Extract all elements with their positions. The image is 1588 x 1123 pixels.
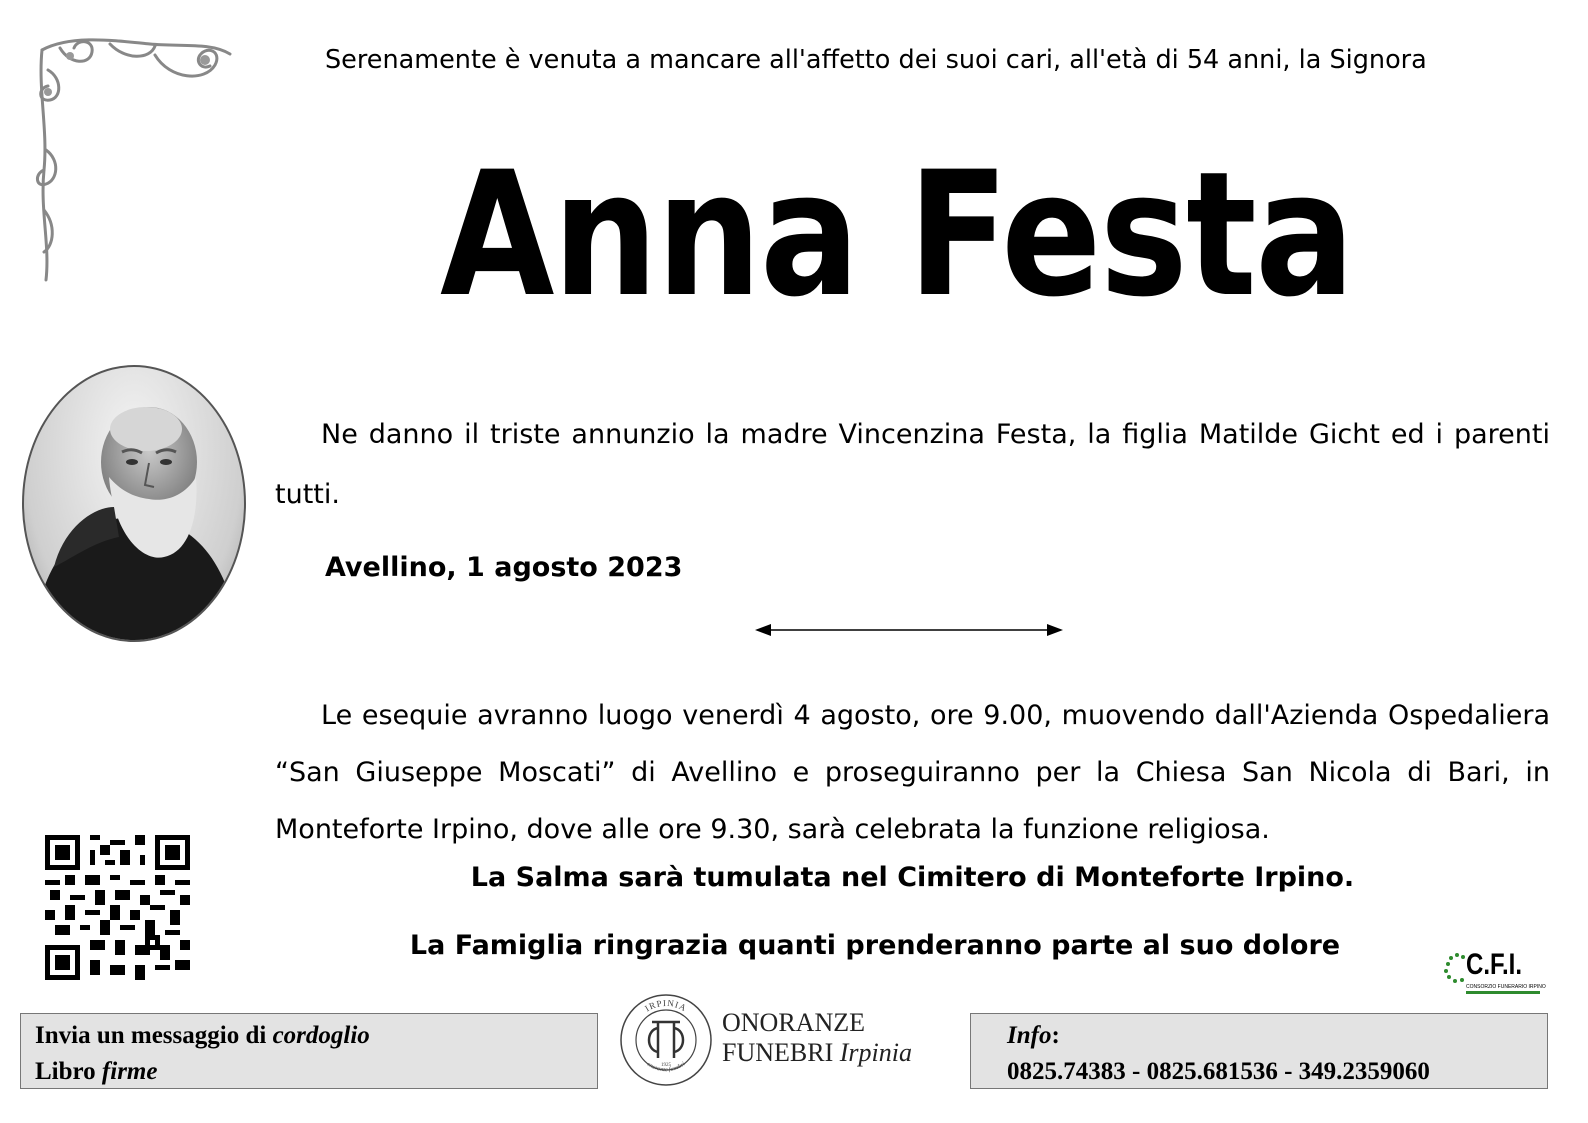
info-box <box>970 1013 1548 1089</box>
qr-code-icon[interactable] <box>45 835 190 980</box>
cfi-logo-subtitle: CONSORZIO FUNERARIO IRPINO <box>1466 984 1546 990</box>
seal-top-text: IRPINIA <box>643 997 689 1014</box>
seal-bottom-text: onoranze funebri <box>645 1061 687 1074</box>
condolence-box[interactable] <box>20 1013 598 1089</box>
funeral-details: Le esequie avranno luogo venerdì 4 agosto, ore 9.00, muovendo dall'Azienda Ospedaliera “San Giuseppe Moscati” di Avellino e proseguiranno per la Chiesa San Nicola di Bari, in Monteforte Irpino, dove alle ore 9.30, sarà celebrata la funzione religiosa. <box>275 700 1550 845</box>
cfi-logo <box>1442 948 1546 996</box>
double-arrow-icon <box>755 620 1063 640</box>
cfi-underline <box>1466 991 1540 994</box>
burial-notice: La Salma sarà tumulata nel Cimitero di Monteforte Irpino. <box>470 862 1355 893</box>
funeral-home-seal-icon <box>618 992 714 1088</box>
intro-text: Serenamente è venuta a mancare all'affetto dei suoi cari, all'età di 54 anni, la Signora <box>325 45 1427 75</box>
svg-text:IRPINIA <box>643 998 689 1014</box>
deceased-name: Anna Festa <box>440 134 1354 335</box>
family-thanks: La Famiglia ringrazia quanti prenderanno parte al suo dolore <box>409 930 1341 961</box>
info-label: Info: <box>1007 1022 1060 1049</box>
corner-flourish-icon <box>30 30 240 285</box>
condolence-message-link[interactable]: Invia un messaggio di cordoglio <box>35 1022 370 1049</box>
guestbook-link[interactable]: Libro firme <box>35 1058 158 1085</box>
info-phones[interactable]: 0825.74383 - 0825.681536 - 349.2359060 <box>1007 1058 1430 1085</box>
saint-portrait-image <box>22 365 246 642</box>
cfi-logo-text: C.F.I. <box>1466 948 1523 981</box>
seal-year: 1925 <box>661 1063 671 1068</box>
funeral-home-logo-text: ONORANZE FUNEBRI Irpinia <box>722 1008 912 1067</box>
place-date: Avellino, 1 agosto 2023 <box>325 552 683 583</box>
announcement-text: Ne danno il triste annunzio la madre Vincenzina Festa, la figlia Matilde Gicht ed i parenti tutti. <box>275 419 1550 510</box>
